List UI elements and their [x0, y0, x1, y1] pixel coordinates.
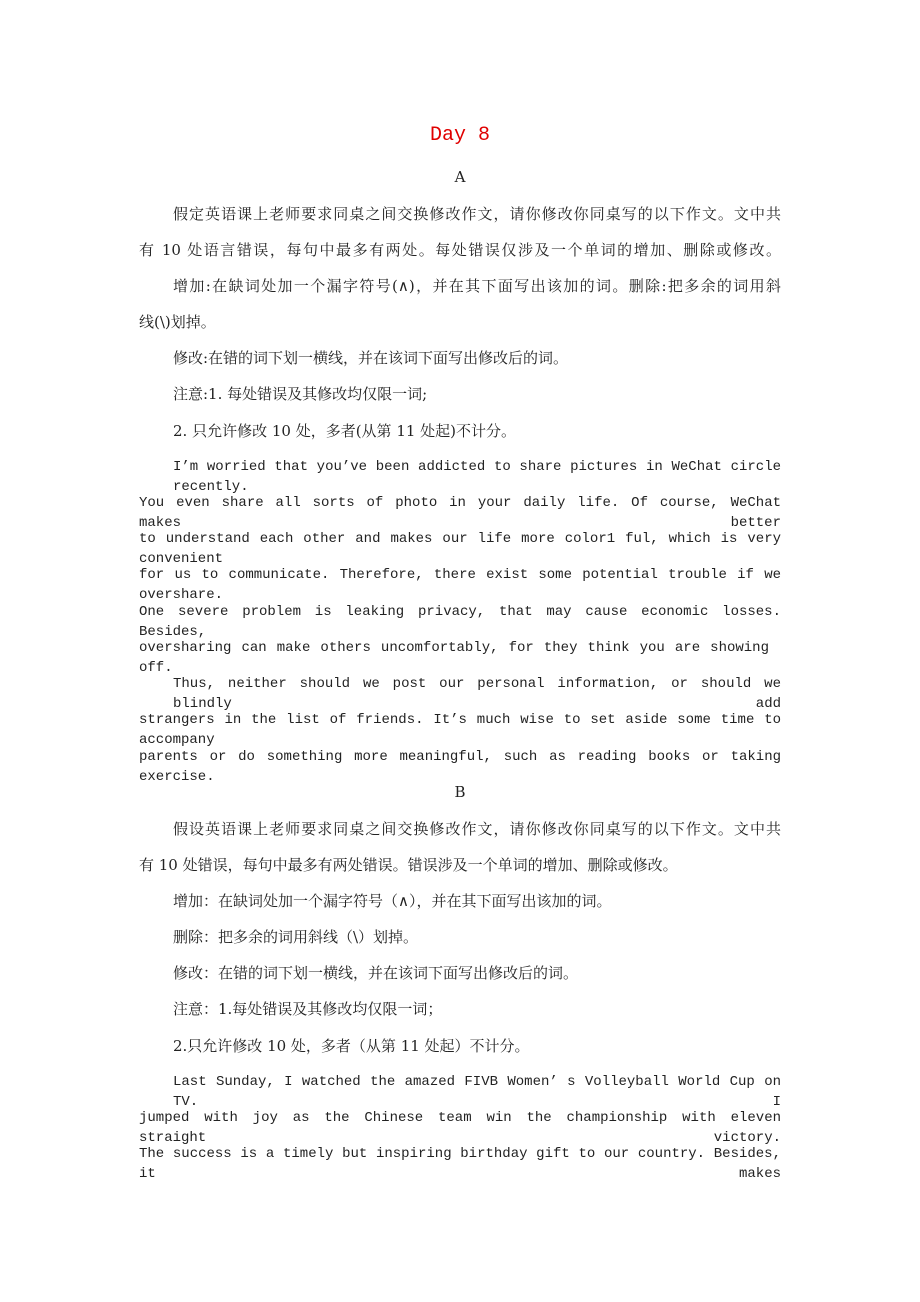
passage-line: strangers in the list of friends. It’s much wise to set aside some time to accompany	[139, 712, 781, 748]
passage-line: oversharing can make others uncomfortably, for they think you are showing off.	[139, 640, 769, 676]
passage-line: The success is a timely but inspiring birthday gift to our country. Besides, it makes	[139, 1146, 781, 1182]
instruction-line: 增加:在缺词处加一个漏字符号(∧)，并在其下面写出该加的词。删除:把多余的词用斜	[173, 277, 781, 295]
section-b-heading: B	[454, 783, 466, 801]
instruction-line: 修改：在错的词下划一横线，并在该词下面写出修改后的词。	[173, 964, 579, 982]
passage-line: Thus, neither should we post our personal information, or should we blindly add	[173, 676, 781, 712]
passage-line: parents or do something more meaningful, such as reading books or taking exercise.	[139, 749, 781, 785]
instruction-line: 2.只允许修改 10 处，多者（从第 11 处起）不计分。	[173, 1037, 530, 1055]
instruction-line: 注意:1. 每处错误及其修改均仅限一词;	[173, 385, 428, 403]
instruction-line: 假设英语课上老师要求同桌之间交换修改作文，请你修改你同桌写的以下作文。文中共	[173, 820, 781, 838]
passage-line: Last Sunday, I watched the amazed FIVB Women’ s Volleyball World Cup on TV. I	[173, 1074, 781, 1110]
instruction-line: 注意：1.每处错误及其修改均仅限一词；	[173, 1000, 443, 1018]
instruction-line: 有 10 处错误，每句中最多有两处错误。错误涉及一个单词的增加、删除或修改。	[139, 856, 678, 874]
instruction-line: 假定英语课上老师要求同桌之间交换修改作文，请你修改你同桌写的以下作文。文中共	[173, 205, 781, 223]
instruction-line: 修改:在错的词下划一横线，并在该词下面写出修改后的词。	[173, 349, 569, 367]
instruction-line: 有 10 处语言错误，每句中最多有两处。每处错误仅涉及一个单词的增加、删除或修改。	[139, 241, 781, 259]
instruction-line: 增加：在缺词处加一个漏字符号（∧），并在其下面写出该加的词。	[173, 892, 612, 910]
passage-line: jumped with joy as the Chinese team win the championship with eleven straight victory.	[139, 1110, 781, 1146]
passage-line: You even share all sorts of photo in your daily life. Of course, WeChat makes better	[139, 495, 781, 531]
passage-line: to understand each other and makes our life more color1 ful, which is very convenient	[139, 531, 781, 567]
passage-line: for us to communicate. Therefore, there exist some potential trouble if we overshare.	[139, 567, 781, 603]
instruction-line: 删除：把多余的词用斜线（\）划掉。	[173, 928, 419, 946]
instruction-line: 线(\)划掉。	[139, 313, 216, 331]
passage-line: One severe problem is leaking privacy, that may cause economic losses. Besides,	[139, 604, 781, 640]
passage-line: I’m worried that you’ve been addicted to share pictures in WeChat circle recently.	[173, 459, 781, 495]
instruction-line: 2. 只允许修改 10 处，多者(从第 11 处起)不计分。	[173, 422, 517, 440]
page-title: Day 8	[429, 124, 490, 147]
section-a-heading: A	[454, 168, 466, 186]
